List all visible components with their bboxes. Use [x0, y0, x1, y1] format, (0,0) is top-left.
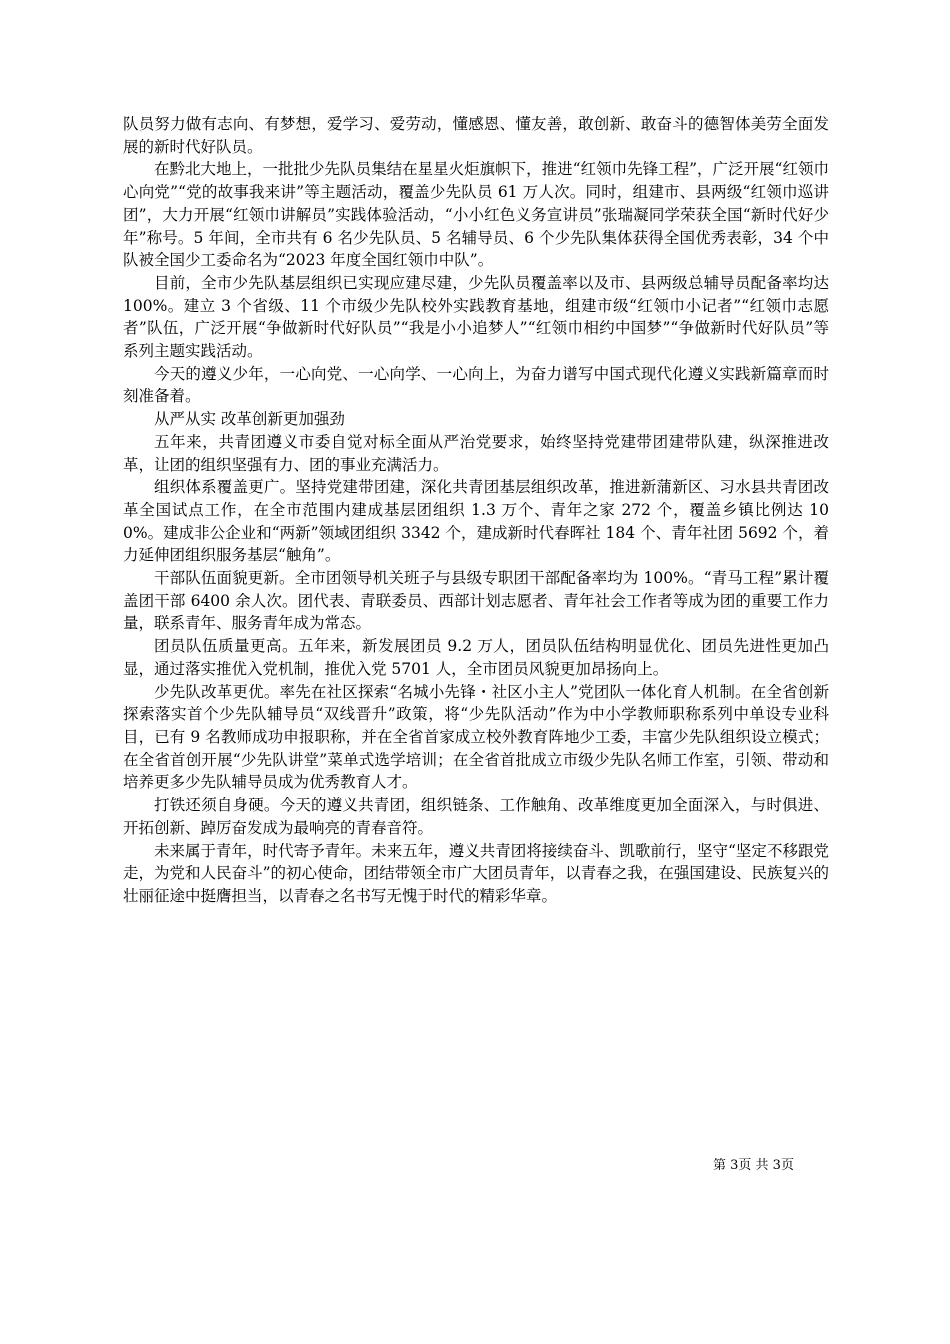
- paragraph-4: 今天的遵义少年，一心向党、一心向学、一心向上，为奋力谱写中国式现代化遵义实践新篇章而时刻准备着。: [123, 364, 829, 406]
- paragraph-8: 团员队伍质量更高。五年来，新发展团员 9.2 万人，团员队伍结构明显优化、团员先进性更加凸显，通过落实推优入党机制，推优入党 5701 人，全市团员风貌更加昂扬向上。: [123, 637, 829, 678]
- paragraph-2: 在黔北大地上，一批批少先队员集结在星星火炬旗帜下，推进“红领巾先锋工程”，广泛开展“红领巾心向党”“党的故事我来讲”等主题活动，覆盖少先队员 61 万人次。同时，组建市、县两级“红领巾巡讲团”，大力开展“红领巾讲解员”实践体验活动，“小小红色义务宣讲员”张瑞凝同学荣获全国“新时代好少年”称号。5 年间，全市共有 6 名少先队员、5 名辅导员、6 个少先队集体获得全国优秀表彰，34 个中队被全国少工委命名为“2023 年度全国红领巾中队”。: [123, 160, 829, 270]
- paragraph-11: 未来属于青年，时代寄予青年。未来五年，遵义共青团将接续奋斗、凯歌前行，坚守“坚定不移跟党走，为党和人民奋斗”的初心使命，团结带领全市广大团员青年，以青春之我，在强国建设、民族复兴的壮丽征途中挺膺担当，以青春之名书写无愧于时代的精彩华章。: [123, 841, 829, 905]
- paragraph-10: 打铁还须自身硬。今天的遵义共青团，组织链条、工作触角、改革维度更加全面深入，与时俱进、开拓创新、踔厉奋发成为最响亮的青春音符。: [123, 796, 829, 837]
- paragraph-5: 五年来，共青团遵义市委自觉对标全面从严治党要求，始终坚持党建带团建带队建，纵深推进改革，让团的组织坚强有力、团的事业充满活力。: [123, 432, 829, 474]
- paragraph-1: 队员努力做有志向、有梦想，爱学习、爱劳动，懂感恩、懂友善，敢创新、敢奋斗的德智体美劳全面发展的新时代好队员。: [123, 115, 829, 156]
- paragraph-7: 干部队伍面貌更新。全市团领导机关班子与县级专职团干部配备率均为 100%。“青马工程”累计覆盖团干部 6400 余人次。团代表、青联委员、西部计划志愿者、青年社会工作者等成为团的重要工作力量，联系青年、服务青年成为常态。: [123, 569, 829, 633]
- section-heading: 从严从实 改革创新更加强劲: [154, 410, 345, 429]
- page-number-footer: 第 3页 共 3页: [713, 1158, 794, 1173]
- paragraph-3: 目前，全市少先队基层组织已实现应建尽建，少先队员覆盖率以及市、县两级总辅导员配备率均达 100%。建立 3 个省级、11 个市级少先队校外实践教育基地，组建市级“红领巾小记者”“红领巾志愿者”队伍，广泛开展“争做新时代好队员”“我是小小追梦人”“红领巾相约中国梦”“争做新时代好队员”等系列主题实践活动。: [123, 273, 829, 361]
- paragraph-6: 组织体系覆盖更广。坚持党建带团建，深化共青团基层组织改革，推进新蒲新区、习水县共青团改革全国试点工作，在全市范围内建成基层团组织 1.3 万个、青年之家 272 个，覆盖乡镇比例达 100%。建成非公企业和“两新”领域团组织 3342 个，建成新时代春晖社 184 个、青年社团 5692 个，着力延伸团组织服务基层“触角”。: [123, 478, 829, 565]
- document-body: [123, 113, 829, 908]
- paragraph-9: 少先队改革更优。率先在社区探索“名城小先锋・社区小主人”党团队一体化育人机制。在全省创新探索落实首个少先队辅导员“双线晋升”政策，将“少先队活动”作为中小学教师职称系列中单设专业科目，已有 9 名教师成功申报职称，并在全省首家成立校外教育阵地少工委，丰富少先队组织设立模式；在全省首创开展“少先队讲堂”菜单式选学培训；在全省首批成立市级少先队名师工作室，引领、带动和培养更多少先队辅导员成为优秀教育人才。: [123, 682, 829, 792]
